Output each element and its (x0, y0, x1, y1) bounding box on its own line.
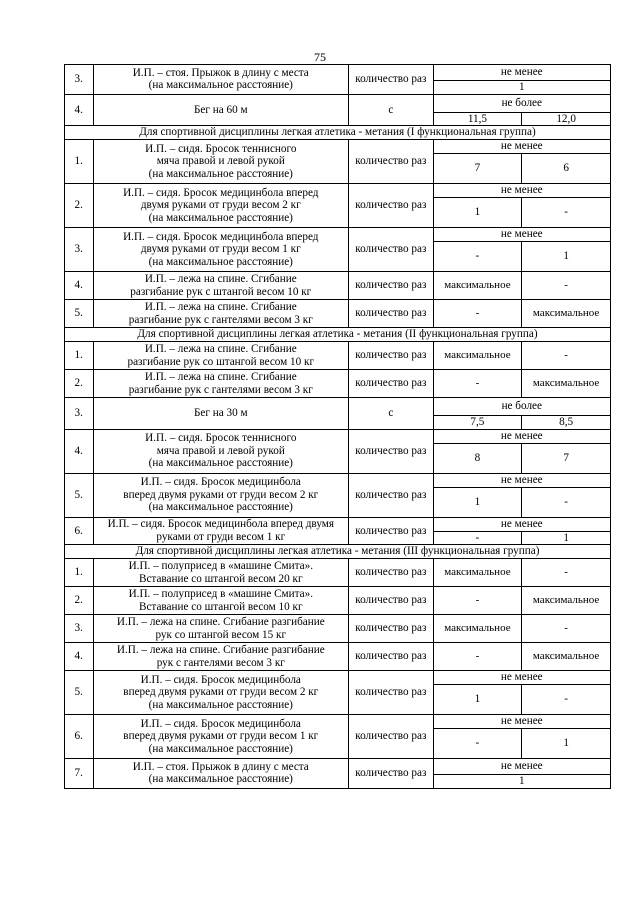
row-number: 2. (65, 587, 94, 615)
row-number: 4. (65, 429, 94, 473)
exercise-cell: И.П. – сидя. Бросок теннисного мяча правой и левой рукой (на максимальное расстояние) (93, 140, 349, 184)
exercise-cell: И.П. – полуприсед в «машине Смита». Вставание со штангой весом 20 кг (93, 559, 349, 587)
unit-cell: количество раз (349, 517, 433, 545)
norm-value: - (522, 487, 611, 517)
unit-cell: количество раз (349, 615, 433, 643)
table-row (65, 272, 611, 300)
norm-value: 1 (433, 685, 522, 715)
unit-cell: количество раз (349, 272, 433, 300)
exercise-cell: И.П. – сидя. Бросок медицинбола вперед двумя руками от груди весом 2 кг (на максимальное расстояние) (93, 671, 349, 715)
row-number: 2. (65, 184, 94, 228)
table-row (65, 517, 611, 531)
table-row (65, 559, 611, 587)
table-row (65, 184, 611, 198)
unit-cell: количество раз (349, 759, 433, 789)
norm-value: 1 (522, 531, 611, 545)
exercise-cell: И.П. – лежа на спине. Сгибание разгибание рук с гантелями весом 3 кг (93, 643, 349, 671)
norm-value: 12,0 (522, 112, 611, 126)
table-row (65, 671, 611, 685)
criterion-label: не менее (433, 715, 610, 729)
norm-value: 8,5 (522, 416, 611, 430)
norm-value: максимальное (522, 643, 611, 671)
criterion-label: не менее (433, 517, 610, 531)
exercise-cell: И.П. – лежа на спине. Сгибание разгибание рук с гантелями весом 3 кг (93, 370, 349, 398)
criterion-label: не менее (433, 65, 610, 81)
unit-cell: количество раз (349, 300, 433, 328)
row-number: 5. (65, 300, 94, 328)
exercise-cell: И.П. – лежа на спине. Сгибание разгибание рук со штангой весом 15 кг (93, 615, 349, 643)
row-number: 1. (65, 342, 94, 370)
exercise-cell: И.П. – сидя. Бросок медицинбола вперед двумя руками от груди весом 1 кг (93, 517, 349, 545)
exercise-cell: И.П. – стоя. Прыжок в длину с места (на максимальное расстояние) (93, 65, 349, 95)
norm-value: максимальное (522, 370, 611, 398)
table-row (65, 370, 611, 398)
row-number: 3. (65, 398, 94, 430)
row-number: 1. (65, 559, 94, 587)
norm-value: максимальное (522, 587, 611, 615)
criterion-label: не менее (433, 473, 610, 487)
norm-value: 1 (522, 242, 611, 272)
table-row (65, 643, 611, 671)
norm-value: - (433, 587, 522, 615)
norm-value: - (522, 559, 611, 587)
row-number: 3. (65, 65, 94, 95)
row-number: 5. (65, 671, 94, 715)
norm-value: максимальное (433, 272, 522, 300)
unit-cell: количество раз (349, 559, 433, 587)
exercise-cell: И.П. – лежа на спине. Сгибание разгибание рук с штангой весом 10 кг (93, 272, 349, 300)
criterion-label: не более (433, 398, 610, 416)
norm-value: - (433, 729, 522, 759)
table-row (65, 398, 611, 416)
table-row (65, 300, 611, 328)
norm-value: 7,5 (433, 416, 522, 430)
unit-cell: с (349, 94, 433, 126)
unit-cell: количество раз (349, 228, 433, 272)
norm-value: - (522, 272, 611, 300)
section-header: Для спортивной дисциплины легкая атлетика - метания (II функциональная группа) (65, 328, 611, 342)
unit-cell: количество раз (349, 140, 433, 184)
norm-value: максимальное (433, 342, 522, 370)
row-number: 6. (65, 715, 94, 759)
row-number: 1. (65, 140, 94, 184)
unit-cell: количество раз (349, 715, 433, 759)
row-number: 2. (65, 370, 94, 398)
table-row (65, 429, 611, 443)
table-row (65, 94, 611, 112)
table-row (65, 615, 611, 643)
unit-cell: количество раз (349, 671, 433, 715)
norm-value: - (522, 198, 611, 228)
table-row (65, 715, 611, 729)
norm-value: 1 (433, 775, 610, 789)
unit-cell: количество раз (349, 370, 433, 398)
row-number: 3. (65, 228, 94, 272)
section-header: Для спортивной дисциплины легкая атлетика - метания (I функциональная группа) (65, 126, 611, 140)
exercise-cell: И.П. – сидя. Бросок медицинбола вперед двумя руками от груди весом 1 кг (на максимальное расстояние) (93, 715, 349, 759)
exercise-cell: И.П. – лежа на спине. Сгибание разгибание рук со штангой весом 10 кг (93, 342, 349, 370)
exercise-cell: И.П. – полуприсед в «машине Смита». Вставание со штангой весом 10 кг (93, 587, 349, 615)
table-row (65, 140, 611, 154)
exercise-cell: И.П. – лежа на спине. Сгибание разгибание рук с гантелями весом 3 кг (93, 300, 349, 328)
norm-value: 6 (522, 154, 611, 184)
table-row (65, 65, 611, 81)
norm-value: - (522, 342, 611, 370)
norm-value: 1 (433, 81, 610, 95)
norm-value: - (522, 615, 611, 643)
norm-value: - (522, 685, 611, 715)
criterion-label: не более (433, 94, 610, 112)
norm-value: - (433, 531, 522, 545)
norm-value: максимальное (433, 615, 522, 643)
norm-value: - (433, 643, 522, 671)
unit-cell: с (349, 398, 433, 430)
section-header: Для спортивной дисциплины легкая атлетика - метания (III функциональная группа) (65, 545, 611, 559)
exercise-cell: Бег на 30 м (93, 398, 349, 430)
unit-cell: количество раз (349, 429, 433, 473)
table-row (65, 473, 611, 487)
exercise-cell: И.П. – сидя. Бросок теннисного мяча правой и левой рукой (на максимальное расстояние) (93, 429, 349, 473)
row-number: 4. (65, 272, 94, 300)
row-number: 4. (65, 643, 94, 671)
unit-cell: количество раз (349, 473, 433, 517)
row-number: 3. (65, 615, 94, 643)
row-number: 5. (65, 473, 94, 517)
exercise-cell: И.П. – стоя. Прыжок в длину с места (на максимальное расстояние) (93, 759, 349, 789)
row-number: 6. (65, 517, 94, 545)
norm-value: 11,5 (433, 112, 522, 126)
norm-value: максимальное (522, 300, 611, 328)
table-row (65, 587, 611, 615)
norm-value: 1 (433, 487, 522, 517)
exercise-cell: Бег на 60 м (93, 94, 349, 126)
exercise-cell: И.П. – сидя. Бросок медицинбола вперед двумя руками от груди весом 1 кг (на максимальное расстояние) (93, 228, 349, 272)
norm-value: - (433, 242, 522, 272)
row-number: 7. (65, 759, 94, 789)
exercise-cell: И.П. – сидя. Бросок медицинбола вперед двумя руками от груди весом 2 кг (на максимальное расстояние) (93, 184, 349, 228)
norm-value: максимальное (433, 559, 522, 587)
unit-cell: количество раз (349, 587, 433, 615)
unit-cell: количество раз (349, 65, 433, 95)
criterion-label: не менее (433, 759, 610, 775)
criterion-label: не менее (433, 671, 610, 685)
norm-value: 7 (433, 154, 522, 184)
unit-cell: количество раз (349, 184, 433, 228)
criterion-label: не менее (433, 140, 610, 154)
unit-cell: количество раз (349, 342, 433, 370)
norm-value: - (433, 370, 522, 398)
exercise-cell: И.П. – сидя. Бросок медицинбола вперед двумя руками от груди весом 2 кг (на максимальное расстояние) (93, 473, 349, 517)
row-number: 4. (65, 94, 94, 126)
norm-value: 1 (522, 729, 611, 759)
norm-value: - (433, 300, 522, 328)
norm-value: 8 (433, 443, 522, 473)
criterion-label: не менее (433, 228, 610, 242)
table-row (65, 759, 611, 775)
norms-table (64, 64, 611, 789)
table-row (65, 342, 611, 370)
norm-value: 7 (522, 443, 611, 473)
criterion-label: не менее (433, 429, 610, 443)
norm-value: 1 (433, 198, 522, 228)
table-row (65, 228, 611, 242)
page-number: 75 (314, 50, 326, 64)
criterion-label: не менее (433, 184, 610, 198)
unit-cell: количество раз (349, 643, 433, 671)
